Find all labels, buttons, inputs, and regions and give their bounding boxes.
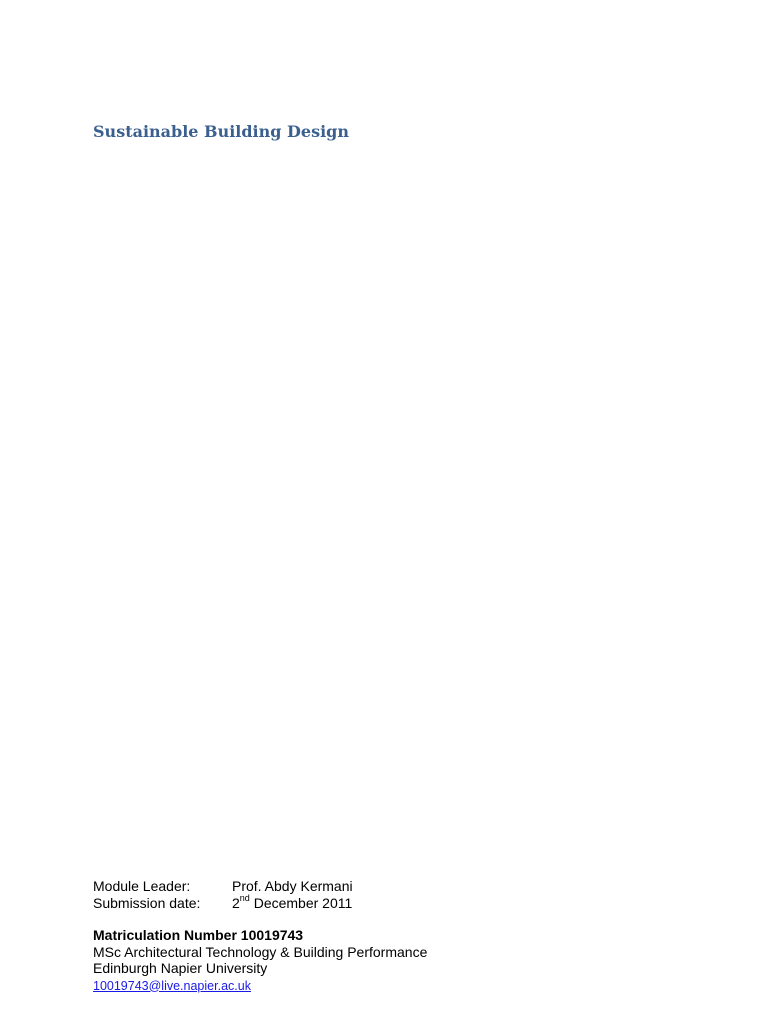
submission-date-label: Submission date: bbox=[93, 894, 201, 911]
email-link[interactable]: 10019743@live.napier.ac.uk bbox=[93, 978, 251, 993]
module-leader-value: Prof. Abdy Kermani bbox=[232, 878, 353, 894]
document-meta bbox=[93, 878, 427, 994]
submission-day: 2 bbox=[232, 894, 240, 911]
matriculation-number: Matriculation Number 10019743 bbox=[93, 927, 304, 943]
document-title: Sustainable Building Design bbox=[93, 122, 349, 141]
module-leader-row bbox=[93, 878, 427, 895]
submission-day-suffix: nd bbox=[239, 892, 250, 903]
submission-date-value bbox=[232, 892, 353, 912]
programme: MSc Architectural Technology & Building Performance bbox=[93, 943, 428, 960]
submission-date-row bbox=[93, 892, 427, 912]
module-leader-label: Module Leader: bbox=[93, 878, 191, 894]
university: Edinburgh Napier University bbox=[93, 960, 268, 976]
spacer bbox=[93, 911, 427, 927]
submission-month-year: December 2011 bbox=[249, 894, 353, 911]
